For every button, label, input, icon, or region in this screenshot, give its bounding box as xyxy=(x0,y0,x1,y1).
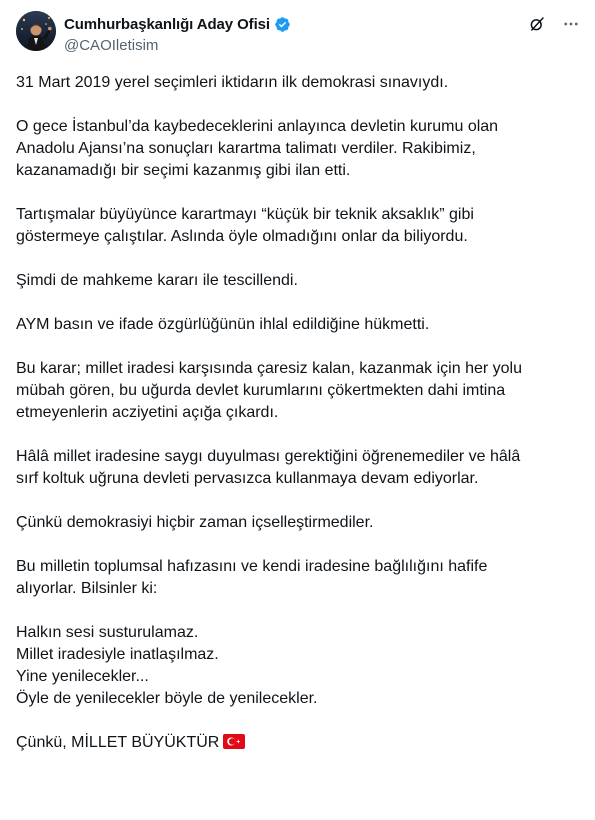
author-block xyxy=(64,14,291,55)
avatar[interactable] xyxy=(16,11,56,51)
tweet-closing-line xyxy=(16,732,576,756)
tweet-paragraph: Çünkü demokrasiyi hiçbir zaman içselleştirmediler. xyxy=(16,514,374,531)
tweet-paragraph: 31 Mart 2019 yerel seçimleri iktidarın ilk demokrasi sınavıydı. xyxy=(16,74,449,91)
tweet-paragraph: Tartışmalar büyüyünce karartmayı “küçük bir teknik aksaklık” gibi göstermeye çalıştılar. Aslında öyle olmadığını onlar da biliyordu. xyxy=(16,206,474,245)
tweet-paragraph: O gece İstanbul’da kaybedeceklerini anlayınca devletin kurumu olan Anadolu Ajansı’na sonuçları karartma talimatı verdiler. Rakibimiz, kazanamadığı bir seçimi kazanmış gibi ilan etti. xyxy=(16,118,499,179)
avatar-image xyxy=(16,11,56,51)
author-display-name[interactable]: Cumhurbaşkanlığı Aday Ofisi xyxy=(64,15,270,33)
tweet-paragraph: Bu karar; millet iradesi karşısında çaresiz kalan, kazanmak için her yolu mübah gören, bu uğurda devlet kurumlarını çökertmekten dahi imtina etmeyenlerin acziyetini açığa çıkardı. xyxy=(16,360,522,421)
turkey-flag-icon xyxy=(223,734,245,756)
tweet-paragraph: AYM basın ve ifade özgürlüğünün ihlal edildiğine hükmetti. xyxy=(16,316,430,333)
name-row xyxy=(64,14,291,34)
author-handle[interactable]: @CAOIletisim xyxy=(64,37,159,54)
grok-icon[interactable] xyxy=(527,14,547,34)
tweet-actions xyxy=(527,14,581,34)
tweet-paragraph: Bu milletin toplumsal hafızasını ve kendi iradesine bağlılığını hafife alıyorlar. Bilsinler ki: xyxy=(16,558,488,597)
tweet-closing-text: Çünkü, MİLLET BÜYÜKTÜR xyxy=(16,734,220,751)
more-options-icon[interactable] xyxy=(561,14,581,34)
tweet-text xyxy=(16,72,576,778)
tweet-paragraph: Hâlâ millet iradesine saygı duyulması gerektiğini öğrenemediler ve hâlâ sırf koltuk uğruna devleti pervasızca kullanmaya devam ediyorlar. xyxy=(16,448,521,487)
tweet-paragraph: Şimdi de mahkeme kararı ile tescillendi. xyxy=(16,272,298,289)
verified-badge-icon xyxy=(274,16,291,33)
tweet-paragraph: Halkın sesi susturulamaz. Millet iradesiyle inatlaşılmaz. Yine yenilecekler... Öyle de yenilecekler böyle de yenilecekler. xyxy=(16,624,318,707)
